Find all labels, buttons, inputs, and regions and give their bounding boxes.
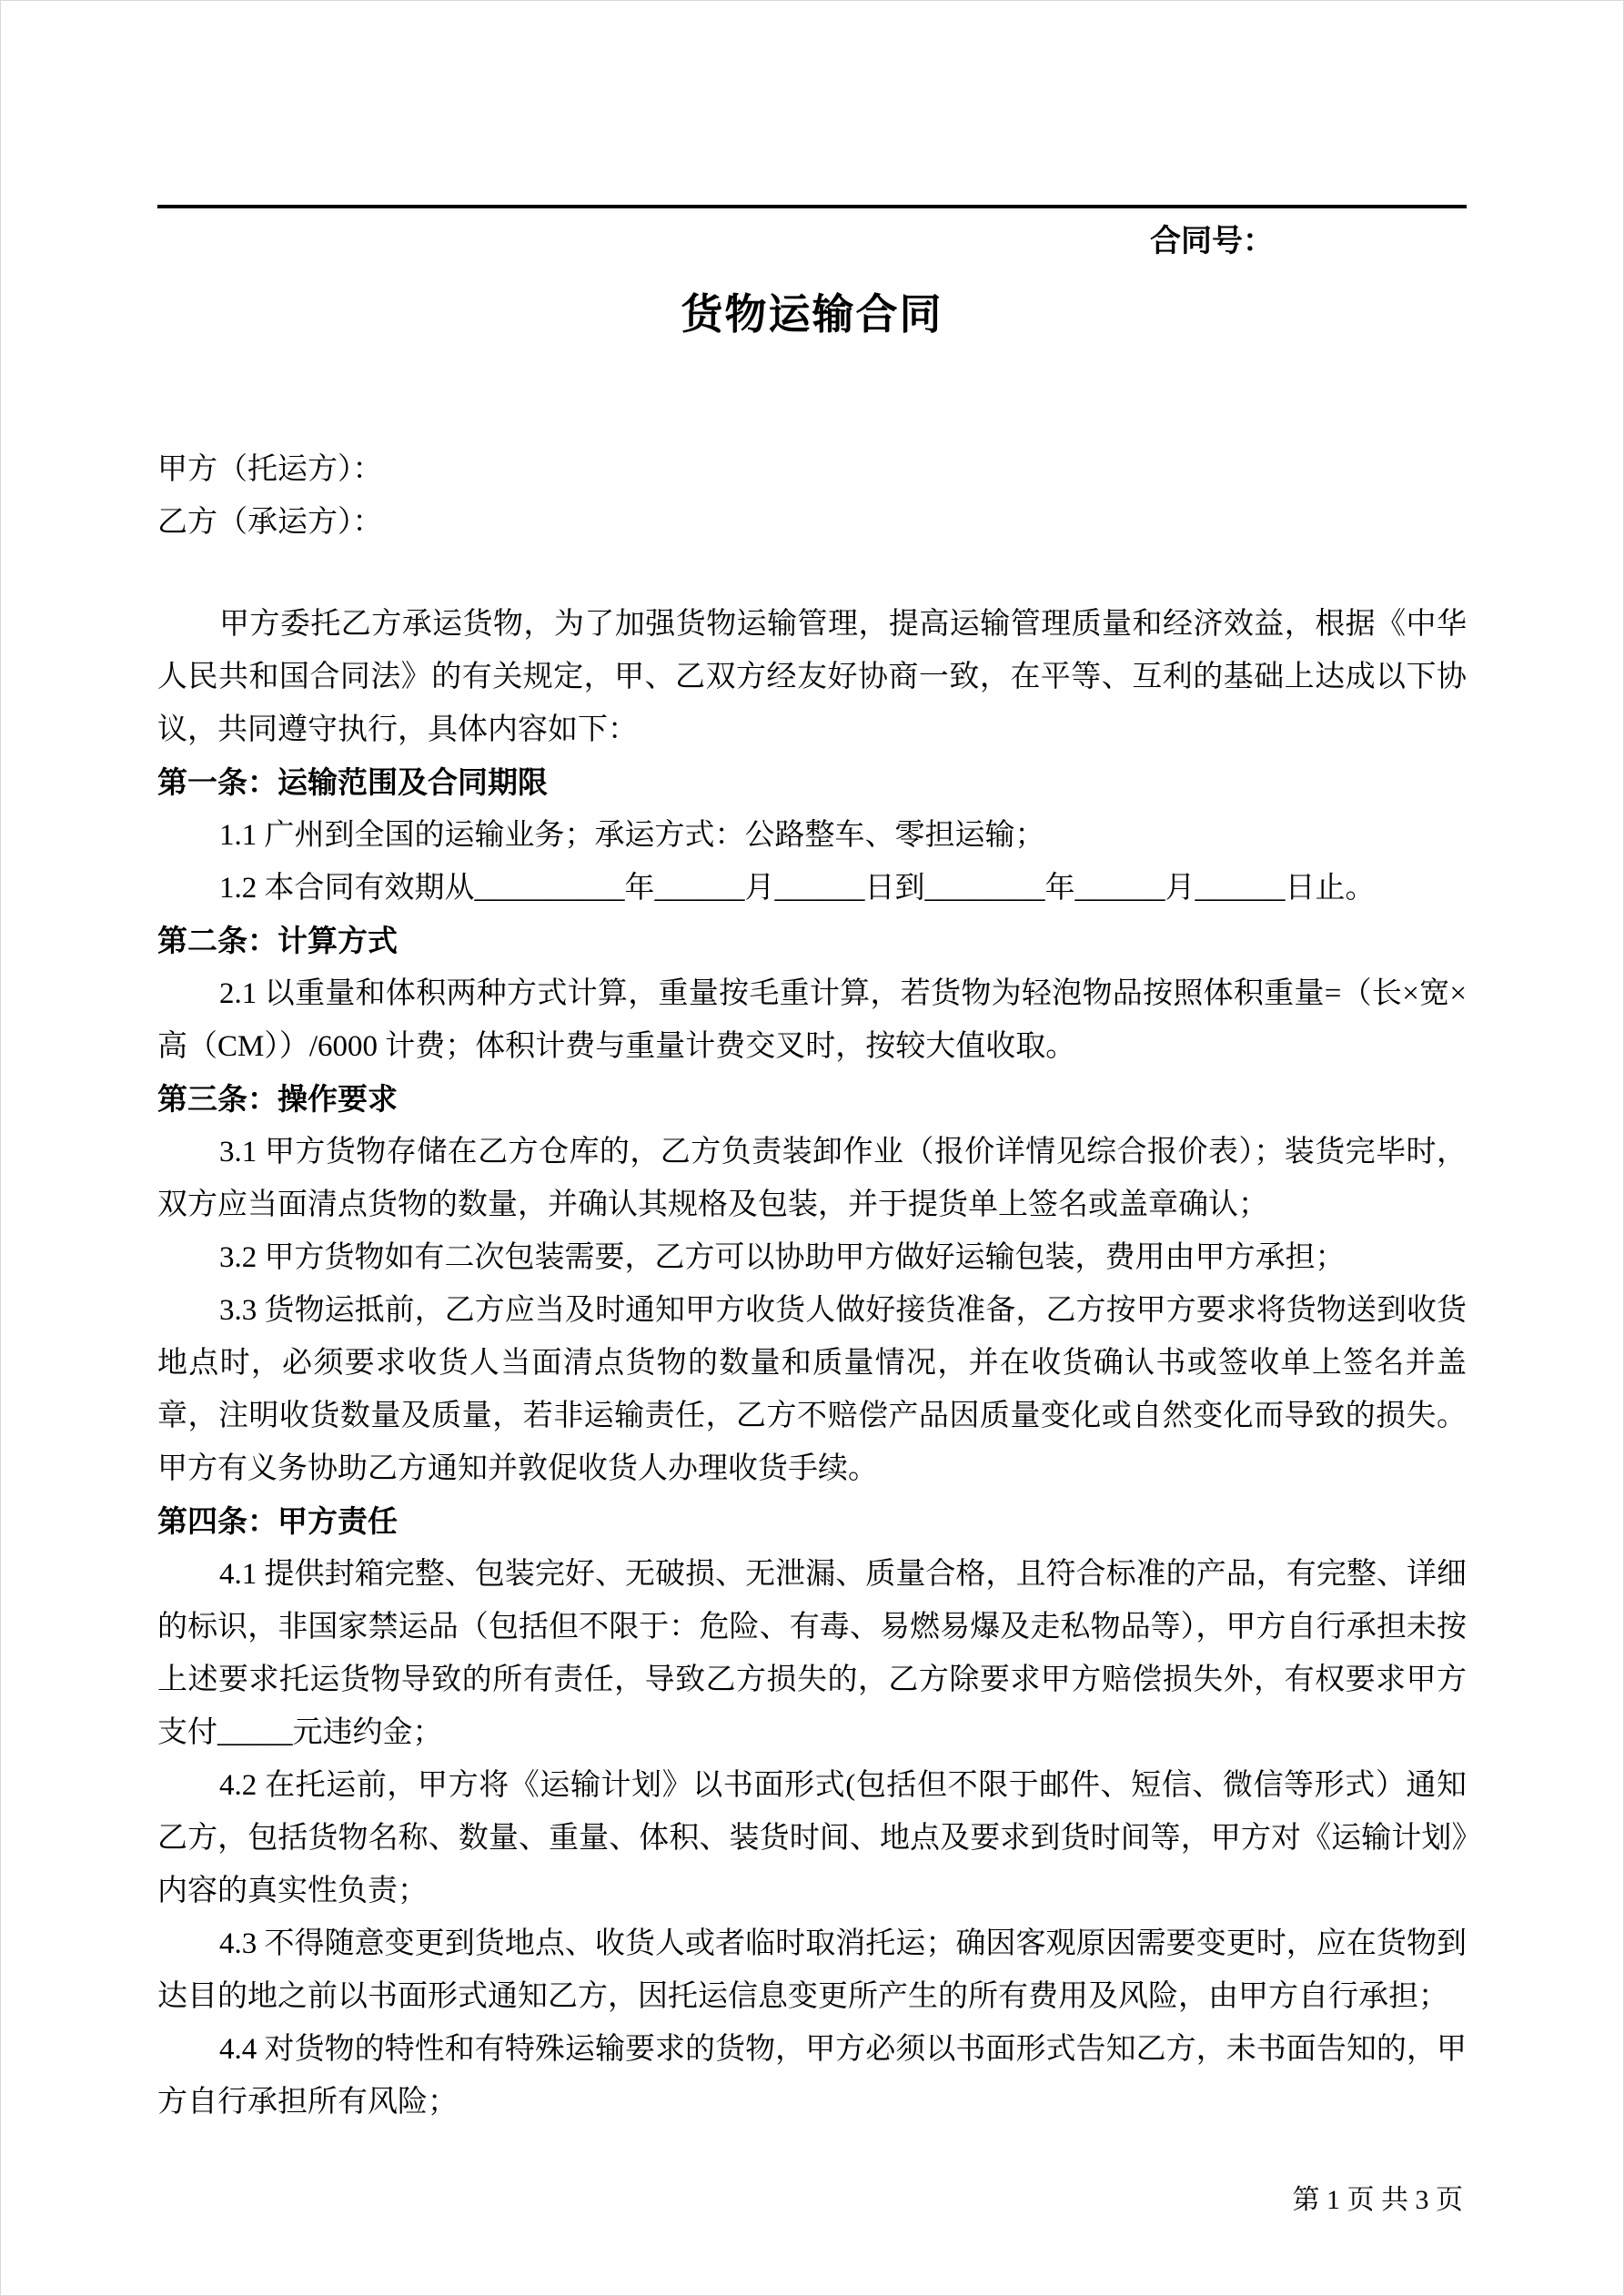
clause: 4.1 提供封箱完整、包装完好、无破损、无泄漏、质量合格，且符合标准的产品，有完整、详细的标识，非国家禁运品（包括但不限于：危险、有毒、易燃易爆及走私物品等），甲方自行承担未按上述要求托运货物导致的所有责任，导致乙方损失的，乙方除要求甲方赔偿损失外，有权要求甲方支付_____元违约金；: [157, 1558, 1467, 1749]
contract-number-label: 合同号：: [1150, 224, 1274, 258]
header-rule: [157, 205, 1467, 208]
party-b-line: 乙方（承运方）：: [157, 506, 383, 539]
section-heading: 第三条：操作要求: [157, 1082, 398, 1116]
page-content: [1, 205, 1623, 2129]
preamble-paragraph: 甲方委托乙方承运货物，为了加强货物运输管理，提高运输管理质量和经济效益，根据《中华人民共和国合同法》的有关规定，甲、乙双方经友好协商一致，在平等、互利的基础上达成以下协议，共同遵守执行，具体内容如下：: [157, 608, 1467, 746]
clause: 3.1 甲方货物存储在乙方仓库的，乙方负责装卸作业（报价详情见综合报价表）；装货完毕时，双方应当面清点货物的数量，并确认其规格及包装，并于提货单上签名或盖章确认；: [157, 1136, 1467, 1221]
clause: 4.4 对货物的特性和有特殊运输要求的货物，甲方必须以书面形式告知乙方，未书面告知的，甲方自行承担所有风险；: [157, 2033, 1467, 2119]
section-heading: 第一条：运输范围及合同期限: [157, 765, 548, 799]
clause: 4.3 不得随意变更到货地点、收货人或者临时取消托运；确因客观原因需要变更时，应在货物到达目的地之前以书面形式通知乙方，因托运信息变更所产生的所有费用及风险，由甲方自行承担；: [157, 1927, 1467, 2013]
section-4: [157, 1495, 1467, 2129]
clause: 3.2 甲方货物如有二次包装需要，乙方可以协助甲方做好运输包装，费用由甲方承担；: [219, 1241, 1346, 1274]
section-3: [157, 1073, 1467, 1495]
section-2: [157, 915, 1467, 1073]
clause: 4.2 在托运前，甲方将《运输计划》以书面形式(包括但不限于邮件、短信、微信等形式）通知乙方，包括货物名称、数量、重量、体积、装货时间、地点及要求到货时间等，甲方对《运输计划》内容的真实性负责；: [157, 1769, 1467, 1907]
section-1: [157, 756, 1467, 915]
party-a-line: 甲方（托运方）：: [157, 453, 383, 486]
clause: 1.1 广州到全国的运输业务；承运方式：公路整车、零担运输；: [219, 819, 1045, 852]
section-heading: 第四条：甲方责任: [157, 1504, 398, 1538]
parties-block: [157, 443, 1467, 549]
page-number-indicator: 第 1 页 共 3 页: [1292, 2185, 1463, 2215]
clause: 2.1 以重量和体积两种方式计算，重量按毛重计算，若货物为轻泡物品按照体积重量=（长×宽×高（CM））/6000 计费；体积计费与重量计费交叉时，按较大值收取。: [157, 977, 1467, 1063]
clause: 1.2 本合同有效期从__________年______月______日到________年______月______日止。: [219, 872, 1376, 905]
clause: 3.3 货物运抵前，乙方应当及时通知甲方收货人做好接货准备，乙方按甲方要求将货物送到收货地点时，必须要求收货人当面清点货物的数量和质量情况，并在收货确认书或签收单上签名并盖章，注明收货数量及质量，若非运输责任，乙方不赔偿产品因质量变化或自然变化而导致的损失。甲方有义务协助乙方通知并敦促收货人办理收货手续。: [157, 1294, 1467, 1485]
section-heading: 第二条：计算方式: [157, 924, 398, 957]
page-title: 货物运输合同: [681, 290, 943, 338]
